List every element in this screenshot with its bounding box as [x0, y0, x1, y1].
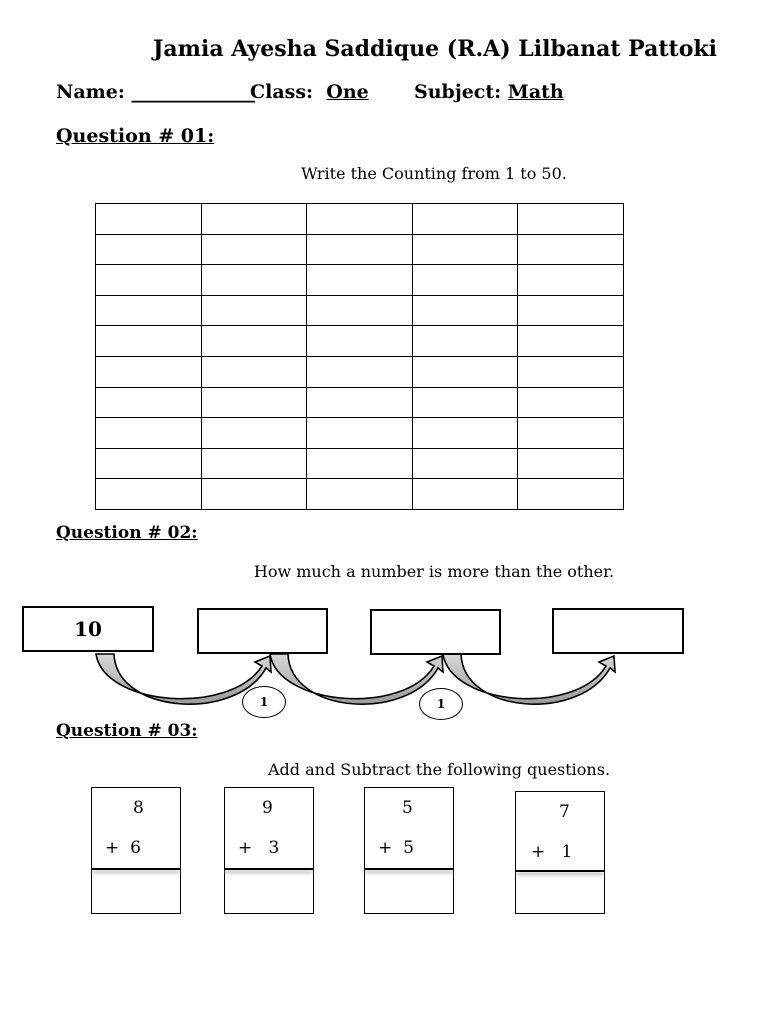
question-2-instruction: How much a number is more than the other. — [253, 562, 615, 581]
name-blank[interactable]: _____________ — [131, 81, 256, 103]
sum-answer-line — [365, 868, 453, 870]
grid-row — [96, 234, 624, 265]
grid-cell[interactable] — [96, 234, 202, 265]
sum-operator-line — [378, 838, 414, 858]
sum-problem-2 — [224, 787, 314, 914]
sum-top-number: 5 — [402, 798, 413, 818]
class-label: Class: — [250, 81, 314, 103]
grid-cell[interactable] — [201, 448, 307, 479]
grid-cell[interactable] — [412, 418, 518, 449]
grid-row — [96, 326, 624, 357]
grid-row — [96, 204, 624, 235]
number-box-2[interactable] — [197, 608, 328, 654]
grid-cell[interactable] — [518, 356, 624, 387]
school-title: Jamia Ayesha Saddique (R.A) Lilbanat Pattoki — [153, 36, 717, 62]
grid-cell[interactable] — [96, 265, 202, 296]
sum-bottom-number: 6 — [130, 838, 141, 858]
grid-cell[interactable] — [412, 448, 518, 479]
hop-arrow-2 — [270, 654, 443, 704]
grid-cell[interactable] — [412, 204, 518, 235]
grid-cell[interactable] — [307, 204, 413, 235]
grid-cell[interactable] — [307, 387, 413, 418]
sum-operator: + — [105, 838, 120, 858]
sum-problem-1 — [91, 787, 181, 914]
grid-cell[interactable] — [412, 387, 518, 418]
sum-operator: + — [531, 842, 546, 862]
step-bubble-2: 1 — [419, 688, 463, 720]
grid-cell[interactable] — [201, 387, 307, 418]
grid-cell[interactable] — [96, 479, 202, 510]
step-bubble-1: 1 — [242, 686, 286, 718]
grid-cell[interactable] — [307, 295, 413, 326]
grid-cell[interactable] — [412, 326, 518, 357]
grid-cell[interactable] — [412, 265, 518, 296]
question-2-heading: Question # 02: — [56, 523, 198, 543]
grid-cell[interactable] — [307, 326, 413, 357]
subject-label: Subject: — [414, 81, 502, 103]
grid-cell[interactable] — [201, 265, 307, 296]
grid-cell[interactable] — [96, 356, 202, 387]
sum-top-number: 7 — [559, 802, 570, 822]
grid-cell[interactable] — [307, 448, 413, 479]
class-line — [250, 81, 369, 103]
grid-cell[interactable] — [307, 234, 413, 265]
grid-cell[interactable] — [201, 295, 307, 326]
grid-cell[interactable] — [518, 479, 624, 510]
sum-problem-4 — [515, 791, 605, 914]
grid-cell[interactable] — [201, 418, 307, 449]
name-label: Name: — [56, 81, 125, 103]
name-line — [56, 81, 255, 103]
question-3-heading: Question # 03: — [56, 721, 198, 741]
grid-row — [96, 265, 624, 296]
grid-row — [96, 418, 624, 449]
sum-answer-line — [92, 868, 180, 870]
grid-cell[interactable] — [518, 265, 624, 296]
sum-operator: + — [238, 838, 253, 858]
subject-line — [414, 81, 564, 103]
grid-cell[interactable] — [307, 356, 413, 387]
grid-row — [96, 479, 624, 510]
grid-cell[interactable] — [412, 234, 518, 265]
grid-cell[interactable] — [96, 448, 202, 479]
class-value: One — [326, 81, 369, 103]
sum-bottom-number: 5 — [403, 838, 414, 858]
sum-operator-line — [238, 838, 279, 858]
sum-bottom-number: 1 — [561, 842, 573, 862]
grid-cell[interactable] — [96, 387, 202, 418]
grid-cell[interactable] — [518, 418, 624, 449]
grid-row — [96, 295, 624, 326]
sum-answer-line — [225, 868, 313, 870]
grid-cell[interactable] — [518, 234, 624, 265]
grid-cell[interactable] — [201, 234, 307, 265]
grid-cell[interactable] — [96, 326, 202, 357]
grid-cell[interactable] — [307, 418, 413, 449]
grid-cell[interactable] — [518, 295, 624, 326]
grid-row — [96, 356, 624, 387]
grid-cell[interactable] — [201, 204, 307, 235]
grid-cell[interactable] — [201, 479, 307, 510]
hop-arrow-3 — [443, 654, 615, 704]
grid-cell[interactable] — [518, 204, 624, 235]
sum-top-number: 8 — [133, 798, 144, 818]
sum-bottom-number: 3 — [268, 838, 280, 858]
number-box-3[interactable] — [370, 609, 501, 655]
grid-cell[interactable] — [201, 326, 307, 357]
question-1-heading: Question # 01: — [56, 125, 215, 147]
grid-row — [96, 448, 624, 479]
number-box-1: 10 — [22, 606, 154, 652]
grid-cell[interactable] — [518, 448, 624, 479]
grid-cell[interactable] — [412, 479, 518, 510]
sum-problem-3 — [364, 787, 454, 914]
grid-cell[interactable] — [412, 356, 518, 387]
grid-cell[interactable] — [96, 204, 202, 235]
grid-cell[interactable] — [518, 387, 624, 418]
grid-cell[interactable] — [307, 265, 413, 296]
grid-cell[interactable] — [201, 356, 307, 387]
number-box-4[interactable] — [552, 608, 684, 654]
grid-cell[interactable] — [307, 479, 413, 510]
subject-value: Math — [507, 81, 564, 103]
counting-grid — [95, 203, 624, 510]
grid-row — [96, 387, 624, 418]
sum-operator-line — [531, 842, 572, 862]
grid-cell[interactable] — [96, 418, 202, 449]
question-1-instruction: Write the Counting from 1 to 50. — [301, 164, 567, 183]
sum-top-number: 9 — [262, 798, 273, 818]
sum-answer-line — [516, 870, 604, 872]
grid-cell[interactable] — [412, 295, 518, 326]
grid-cell[interactable] — [96, 295, 202, 326]
sum-operator: + — [378, 838, 393, 858]
sum-operator-line — [105, 838, 141, 858]
grid-cell[interactable] — [518, 326, 624, 357]
question-3-instruction: Add and Subtract the following questions. — [267, 760, 611, 779]
